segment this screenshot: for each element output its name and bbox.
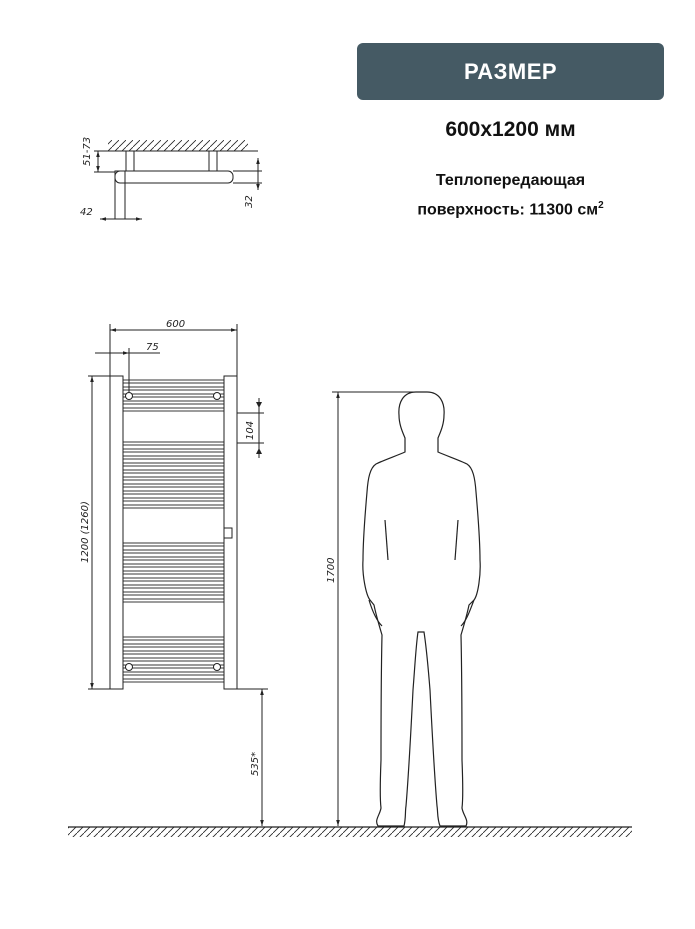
heat-surface-unit-sup: 2 [598, 200, 604, 211]
side-view [94, 140, 262, 219]
pipe-vertical [115, 171, 125, 219]
floor [68, 827, 632, 837]
heat-surface-value: поверхность: 11300 см [417, 201, 599, 219]
wall-hatch [108, 140, 248, 151]
dim-wall-distance: 51-73 [82, 136, 93, 166]
connector-top-right [214, 393, 221, 400]
dim-pipe: 32 [244, 195, 255, 208]
right-bracket [209, 151, 217, 171]
label-plate [224, 528, 232, 538]
size-header-title: РАЗМЕР [463, 58, 558, 84]
dim-offset: 75 [146, 342, 159, 353]
dim-spacing: 104 [245, 420, 256, 440]
left-bracket [126, 151, 134, 171]
dim-floor: 535* [250, 751, 261, 776]
heat-surface-line1: Теплопередающая [435, 172, 586, 189]
floor-hatch [68, 827, 632, 837]
dim-width: 600 [166, 319, 186, 330]
rungs [123, 380, 224, 682]
dim-person-height: 1700 [326, 557, 337, 583]
connector-bottom-right [214, 664, 221, 671]
left-post [110, 376, 123, 689]
dim-height: 1200 (1260) [80, 501, 91, 563]
connector-bottom-left [126, 664, 133, 671]
product-size: 600x1200 мм [445, 118, 576, 141]
dim-depth: 42 [80, 207, 93, 218]
person-silhouette [363, 392, 480, 826]
front-view [88, 324, 268, 826]
rail-pipe [115, 171, 233, 183]
connector-top-left [126, 393, 133, 400]
person-body [363, 392, 480, 826]
